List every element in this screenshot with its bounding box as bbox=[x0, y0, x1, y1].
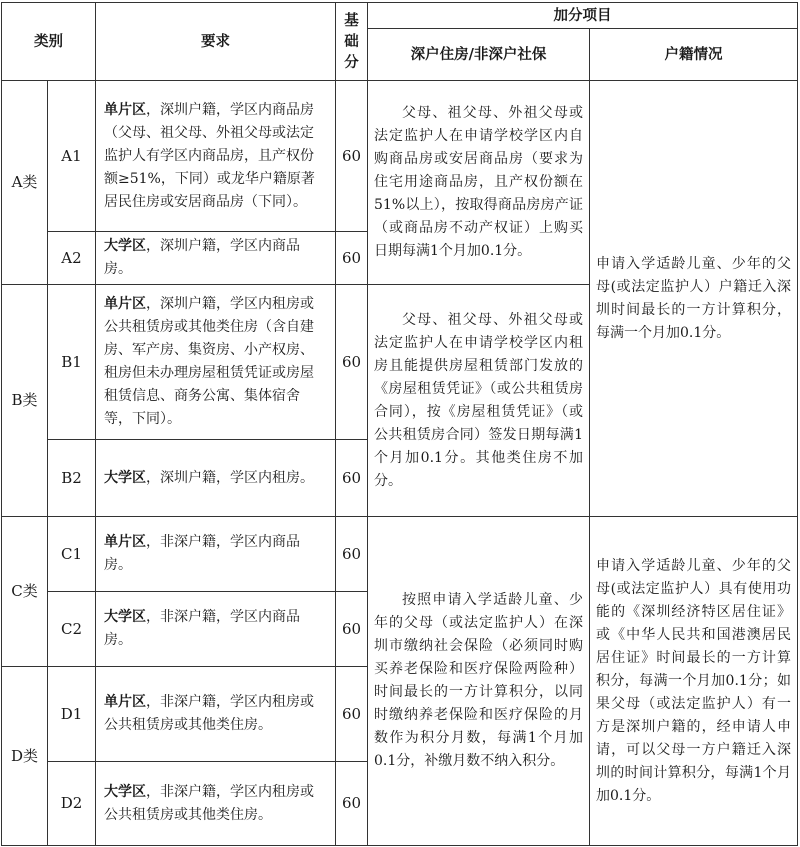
row-text-d1: ，非深户籍，学区内租房或公共租赁房或其他类住房。 bbox=[104, 694, 314, 733]
row-code-c1: C1 bbox=[48, 517, 96, 592]
row-requirement-a1 bbox=[96, 81, 336, 232]
row-code-b1: B1 bbox=[48, 285, 96, 440]
header-base-score-char-3: 分 bbox=[344, 54, 359, 71]
row-base-d1: 60 bbox=[336, 667, 368, 762]
row-code-b2: B2 bbox=[48, 440, 96, 517]
category-b: B类 bbox=[2, 285, 48, 517]
row-requirement-a2 bbox=[96, 232, 336, 285]
row-zone-b1: 单片区 bbox=[104, 296, 146, 312]
bonus-housing-b: 父母、祖父母、外祖父母或法定监护人在申请学校学区内租房且能提供房屋租赁部门发放的《房屋租赁凭证》（或公共租赁房合同），按《房屋租赁凭证》（或公共租赁房合同）签发日期每满1个月加0.1分。其他类住房不加分。 bbox=[368, 285, 590, 517]
row-zone-b2: 大学区 bbox=[104, 469, 146, 486]
header-category: 类别 bbox=[2, 3, 96, 81]
bonus-social-insurance-cd: 按照申请入学适龄儿童、少年的父母（或法定监护人）在深圳市缴纳社会保险（必须同时购买养老保险和医疗保险两险种）时间最长的一方计算积分，以同时缴纳养老保险和医疗保险的月数作为积分月数，每满1个月加0.1分，补缴月数不纳入积分。 bbox=[368, 517, 590, 846]
category-d: D类 bbox=[2, 667, 48, 846]
row-text-a1: ，深圳户籍，学区内商品房（父母、祖父母、外祖父母或法定监护人有学区内商品房，且产权份额≥51%，下同）或龙华户籍原著居民住房或安居商品房（下同）。 bbox=[104, 101, 315, 210]
row-text-d2: ，非深户籍，学区内租房或公共租赁房或其他类住房。 bbox=[104, 783, 314, 823]
row-requirement-b2 bbox=[96, 440, 336, 517]
header-bonus-items: 加分项目 bbox=[368, 3, 798, 29]
row-base-b1: 60 bbox=[336, 285, 368, 440]
row-zone-c2: 大学区 bbox=[104, 609, 146, 625]
admission-scoring-table bbox=[1, 2, 798, 846]
row-text-b2: ，深圳户籍，学区内租房。 bbox=[146, 469, 314, 486]
row-base-c1: 60 bbox=[336, 517, 368, 592]
table-row-a1 bbox=[2, 81, 798, 232]
row-requirement-d2 bbox=[96, 762, 336, 846]
row-requirement-c2 bbox=[96, 592, 336, 667]
row-requirement-b1 bbox=[96, 285, 336, 440]
row-zone-d1: 单片区 bbox=[104, 694, 146, 710]
row-zone-c1: 单片区 bbox=[104, 534, 146, 550]
row-text-a2: ，深圳户籍，学区内商品房。 bbox=[104, 238, 300, 277]
row-text-c1: ，非深户籍，学区内商品房。 bbox=[104, 534, 300, 573]
bonus-hukou-cd: 申请入学适龄儿童、少年的父母(或法定监护人）具有使用功能的《深圳经济特区居住证》或《中华人民共和国港澳居民居住证》时间最长的一方计算积分，每满一个月加0.1分；如果父母（或法定监护人）有一方是深圳户籍的，经申请人申请，可以父母一方户籍迁入深圳的时间计算积分，每满1个月加0.1分。 bbox=[590, 517, 798, 846]
row-base-b2: 60 bbox=[336, 440, 368, 517]
table-row-c1 bbox=[2, 517, 798, 592]
row-base-a1: 60 bbox=[336, 81, 368, 232]
row-code-d2: D2 bbox=[48, 762, 96, 846]
row-text-b1: ，深圳户籍，学区内租房或公共租赁房或其他类住房（含自建房、军产房、集资房、小产权房、租房但未办理房屋租赁凭证或房屋租赁信息、商务公寓、集体宿舍等，下同）。 bbox=[104, 296, 314, 427]
row-requirement-c1 bbox=[96, 517, 336, 592]
category-a: A类 bbox=[2, 81, 48, 285]
row-zone-a2: 大学区 bbox=[104, 238, 146, 254]
row-text-c2: ，非深户籍，学区内商品房。 bbox=[104, 609, 300, 648]
row-base-a2: 60 bbox=[336, 232, 368, 285]
row-code-a1: A1 bbox=[48, 81, 96, 232]
row-requirement-d1 bbox=[96, 667, 336, 762]
bonus-hukou-ab: 申请入学适龄儿童、少年的父母(或法定监护人）户籍迁入深圳时间最长的一方计算积分，每满一个月加0.1分。 bbox=[590, 81, 798, 517]
category-c: C类 bbox=[2, 517, 48, 667]
row-zone-a1: 单片区 bbox=[104, 101, 146, 118]
row-zone-d2: 大学区 bbox=[104, 783, 146, 800]
row-code-a2: A2 bbox=[48, 232, 96, 285]
header-base-score-char-2: 础 bbox=[344, 33, 359, 50]
row-base-d2: 60 bbox=[336, 762, 368, 846]
row-code-c2: C2 bbox=[48, 592, 96, 667]
bonus-housing-a: 父母、祖父母、外祖父母或法定监护人在申请学校学区内自购商品房或安居商品房（要求为住宅用途商品房，且产权份额在51%以上），按取得商品房房产证（或商品房不动产权证）上购买日期每满1个月加0.1分。 bbox=[368, 81, 590, 285]
header-base-score-char-1: 基 bbox=[344, 12, 359, 29]
header-bonus-hukou: 户籍情况 bbox=[590, 29, 798, 81]
row-code-d1: D1 bbox=[48, 667, 96, 762]
header-bonus-housing: 深户住房/非深户社保 bbox=[368, 29, 590, 81]
header-base-score bbox=[336, 3, 368, 81]
header-requirement: 要求 bbox=[96, 3, 336, 81]
row-base-c2: 60 bbox=[336, 592, 368, 667]
